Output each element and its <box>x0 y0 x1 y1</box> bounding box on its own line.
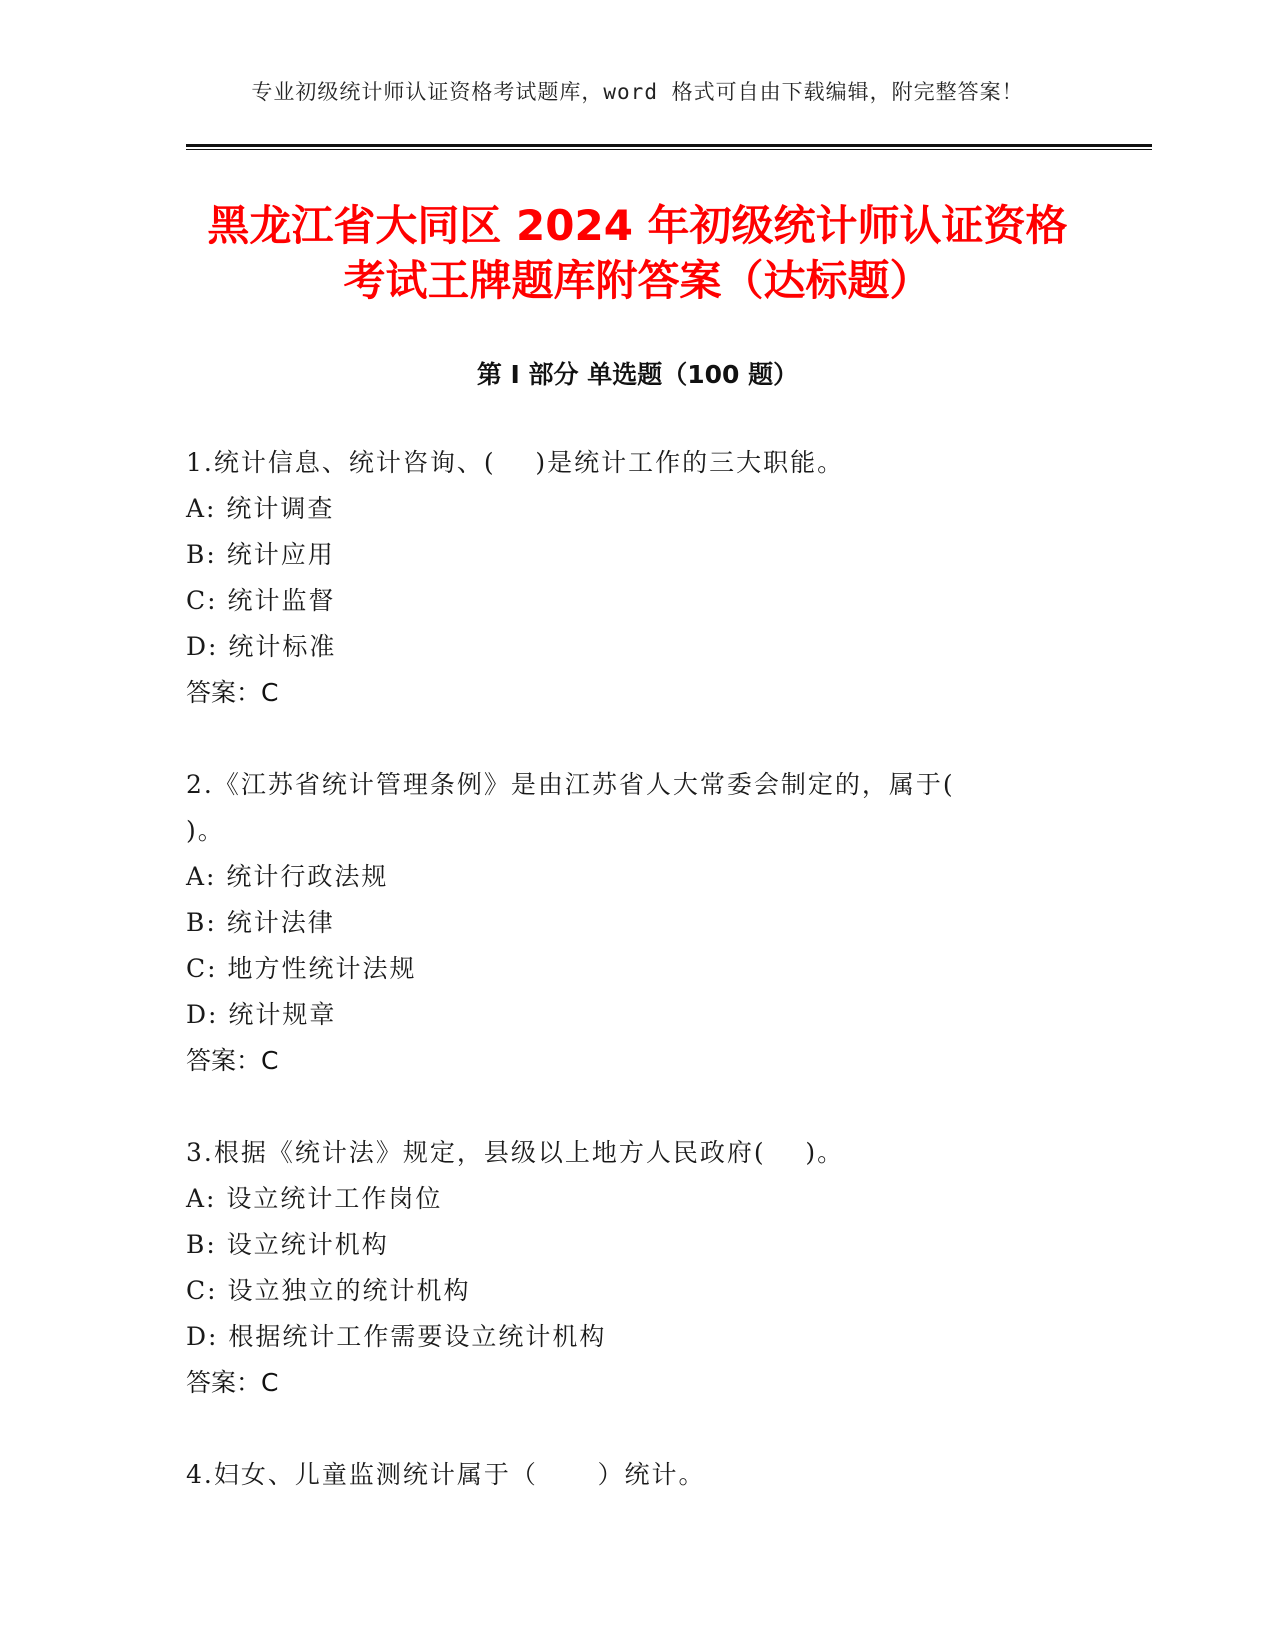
question-text-continued: )。 <box>186 816 225 845</box>
question-1 <box>186 440 1086 716</box>
option-c: C: 设立独立的统计机构 <box>186 1276 471 1305</box>
option-a: A: 设立统计工作岗位 <box>186 1184 443 1213</box>
option-d: D: 根据统计工作需要设立统计机构 <box>186 1322 607 1351</box>
option-a: A: 统计调查 <box>186 494 335 523</box>
question-text: 1.统计信息、统计咨询、( )是统计工作的三大职能。 <box>186 448 845 477</box>
header-rule-thin <box>186 149 1152 150</box>
question-text: 4.妇女、儿童监测统计属于（ ）统计。 <box>186 1460 706 1489</box>
section-heading: 第 I 部分 单选题（100 题） <box>476 360 799 389</box>
option-c: C: 地方性统计法规 <box>186 954 417 983</box>
question-3 <box>186 1130 1086 1406</box>
option-b: B: 统计法律 <box>186 908 335 937</box>
question-text: 3.根据《统计法》规定，县级以上地方人民政府( )。 <box>186 1138 845 1167</box>
question-list <box>186 440 1086 1544</box>
option-d: D: 统计规章 <box>186 1000 337 1029</box>
title-line-2: 考试王牌题库附答案（达标题） <box>343 256 932 305</box>
option-d: D: 统计标准 <box>186 632 337 661</box>
answer: 答案：C <box>186 1368 279 1397</box>
question-2 <box>186 762 1086 1084</box>
answer: 答案：C <box>186 678 279 707</box>
header-rule-thick <box>186 144 1152 147</box>
option-a: A: 统计行政法规 <box>186 862 389 891</box>
header-note: 专业初级统计师认证资格考试题库，word 格式可自由下载编辑，附完整答案！ <box>251 80 1024 104</box>
title-line-1: 黑龙江省大同区 2024 年初级统计师认证资格 <box>207 201 1068 250</box>
option-b: B: 设立统计机构 <box>186 1230 389 1259</box>
question-4 <box>186 1452 1086 1498</box>
option-b: B: 统计应用 <box>186 540 335 569</box>
document-title <box>0 198 1275 308</box>
answer: 答案：C <box>186 1046 279 1075</box>
option-c: C: 统计监督 <box>186 586 336 615</box>
question-text: 2.《江苏省统计管理条例》是由江苏省人大常委会制定的，属于( <box>186 770 955 799</box>
